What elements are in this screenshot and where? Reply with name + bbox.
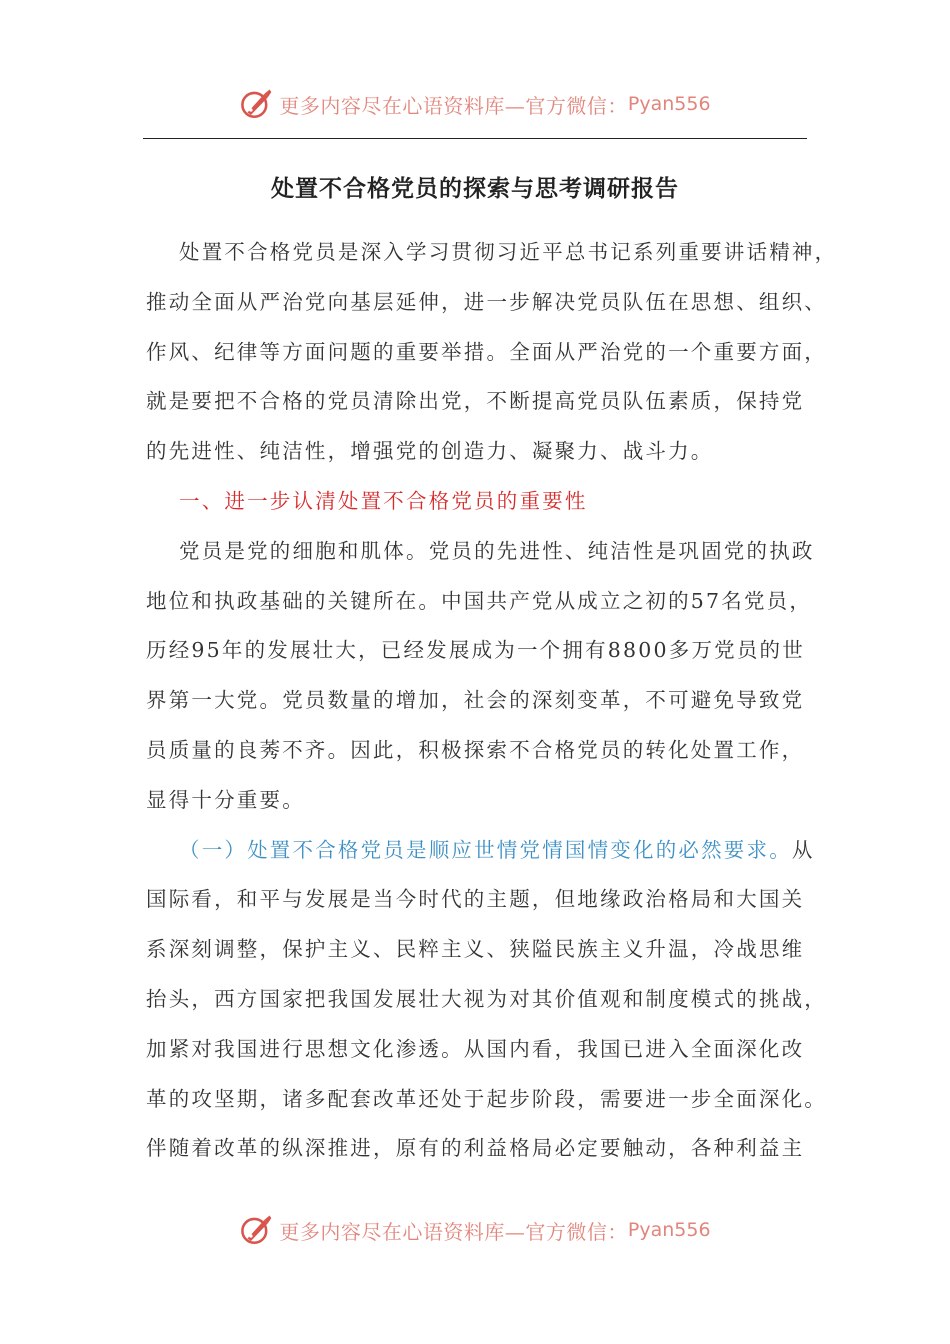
paragraph-text: 从 <box>791 837 815 862</box>
document-body <box>146 228 838 1174</box>
paragraph-line: 党员是党的细胞和肌体。党员的先进性、纯洁性是巩固党的执政 <box>179 538 815 563</box>
header-divider <box>143 138 807 139</box>
section-heading: 一、进一步认清处置不合格党员的重要性 <box>179 488 588 513</box>
subsection-line <box>146 826 816 876</box>
paragraph-line: 历经95年的发展壮大，已经发展成为一个拥有8800多万党员的世 <box>146 638 805 663</box>
header-banner <box>0 82 950 126</box>
paragraph-line: 作风、纪律等方面问题的重要举措。全面从严治党的一个重要方面， <box>146 339 827 364</box>
header-wechat-id: Pyan556 <box>627 93 711 115</box>
paragraph-line: 地位和执政基础的关键所在。中国共产党从成立之初的57名党员， <box>146 588 813 613</box>
paragraph-line: 加紧对我国进行思想文化渗透。从国内看，我国已进入全面深化改 <box>146 1036 805 1061</box>
footer-text: 更多内容尽在心语资料库—官方微信： <box>279 1219 628 1244</box>
paragraph-line: 推动全面从严治党向基层延伸，进一步解决党员队伍在思想、组织、 <box>146 289 827 314</box>
paragraph-line: 国际看，和平与发展是当今时代的主题，但地缘政治格局和大国关 <box>146 887 805 912</box>
paragraph-line: 伴随着改革的纵深推进，原有的利益格局必定要触动，各种利益主 <box>146 1136 805 1161</box>
paragraph-line: 就是要把不合格的党员清除出党，不断提高党员队伍素质，保持党 <box>146 389 805 414</box>
pen-logo-icon <box>239 87 273 121</box>
paragraph-line: 显得十分重要。 <box>146 787 305 812</box>
subsection-heading: （一）处置不合格党员是顺应世情党情国情变化的必然要求。 <box>179 837 792 862</box>
footer-banner <box>0 1208 950 1252</box>
paragraph-line: 抬头，西方国家把我国发展壮大视为对其价值观和制度模式的挑战， <box>146 986 827 1011</box>
header-text: 更多内容尽在心语资料库—官方微信： <box>279 93 628 118</box>
paragraph-line: 革的攻坚期，诸多配套改革还处于起步阶段，需要进一步全面深化。 <box>146 1086 827 1111</box>
footer-wechat-id: Pyan556 <box>627 1219 711 1241</box>
pen-logo-icon <box>239 1213 273 1247</box>
paragraph-line: 员质量的良莠不齐。因此，积极探索不合格党员的转化处置工作， <box>146 737 805 762</box>
paragraph-line: 系深刻调整，保护主义、民粹主义、狭隘民族主义升温，冷战思维 <box>146 937 805 962</box>
paragraph-line: 界第一大党。党员数量的增加，社会的深刻变革，不可避免导致党 <box>146 688 805 713</box>
paragraph-line: 处置不合格党员是深入学习贯彻习近平总书记系列重要讲话精神， <box>179 240 838 264</box>
document-title: 处置不合格党员的探索与思考调研报告 <box>271 175 679 202</box>
paragraph-line: 的先进性、纯洁性，增强党的创造力、凝聚力、战斗力。 <box>146 439 714 464</box>
